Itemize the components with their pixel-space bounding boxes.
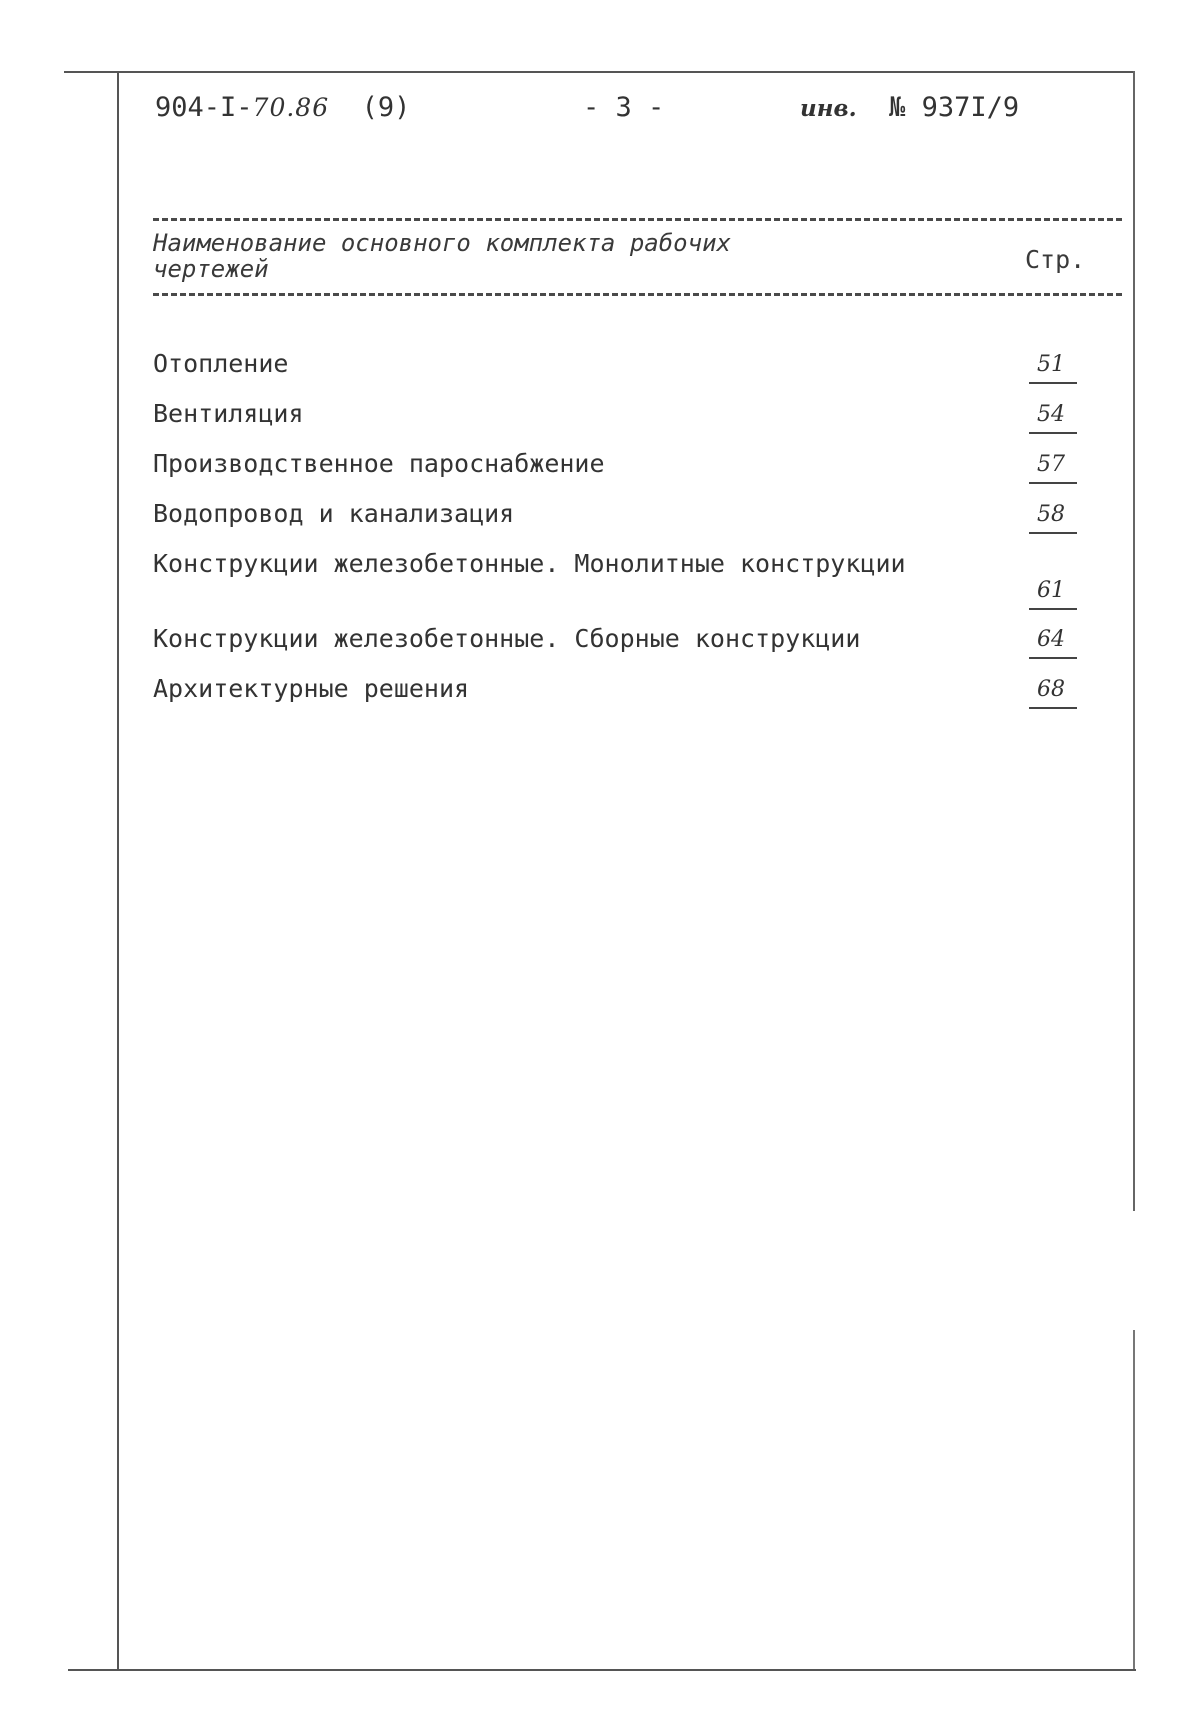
- table-header-bottom-rule: [153, 293, 1122, 296]
- table-row: [153, 674, 1113, 703]
- table-row: [153, 449, 1113, 478]
- row-page: 54: [1037, 402, 1065, 427]
- inventory-label-handwritten: инв.: [800, 95, 857, 122]
- document-issue: (9): [361, 92, 411, 123]
- table-row: [153, 624, 1113, 653]
- table-header-page: Стр.: [1025, 245, 1086, 274]
- table-header-name: Наименование основного комплекта рабочих чертежей: [153, 229, 731, 283]
- row-page-underline: [1029, 482, 1077, 484]
- row-page-underline: [1029, 707, 1077, 709]
- row-page: 58: [1037, 502, 1065, 527]
- row-page: 61: [1037, 578, 1065, 603]
- page-number: - 3 -: [583, 92, 665, 123]
- frame-top-border: [64, 71, 1134, 73]
- frame-right-border-lower: [1133, 1330, 1135, 1669]
- table-row: [153, 549, 1113, 603]
- document-code: [155, 92, 410, 123]
- table-row: [153, 349, 1113, 378]
- row-page: 68: [1037, 677, 1065, 702]
- table-row: [153, 499, 1113, 528]
- frame-left-border: [117, 71, 119, 1669]
- row-page-underline: [1029, 382, 1077, 384]
- inventory-number-value: № 937I/9: [889, 92, 1020, 123]
- row-title: Производственное пароснабжение: [153, 449, 605, 478]
- row-page-underline: [1029, 432, 1077, 434]
- row-page-underline: [1029, 532, 1077, 534]
- row-page-underline: [1029, 608, 1077, 610]
- row-title: Отопление: [153, 349, 289, 378]
- table-header-top-rule: [153, 218, 1122, 221]
- row-page: 64: [1037, 627, 1065, 652]
- inventory-number: [800, 92, 1019, 123]
- document-code-handwritten: 70.86: [252, 93, 330, 122]
- frame-bottom-border: [68, 1669, 1136, 1671]
- row-title: Водопровод и канализация: [153, 499, 515, 528]
- row-page: 57: [1037, 452, 1065, 477]
- table-row: [153, 399, 1113, 428]
- row-page: 51: [1037, 352, 1065, 377]
- row-title: Конструкции железобетонные. Монолитные конструкции: [153, 549, 906, 578]
- document-code-typed: 904-I-: [155, 92, 253, 123]
- row-title: Архитектурные решения: [153, 674, 470, 703]
- frame-right-border: [1133, 71, 1135, 1211]
- row-title: Вентиляция: [153, 399, 304, 428]
- row-page-underline: [1029, 657, 1077, 659]
- row-title: Конструкции железобетонные. Сборные конструкции: [153, 624, 861, 653]
